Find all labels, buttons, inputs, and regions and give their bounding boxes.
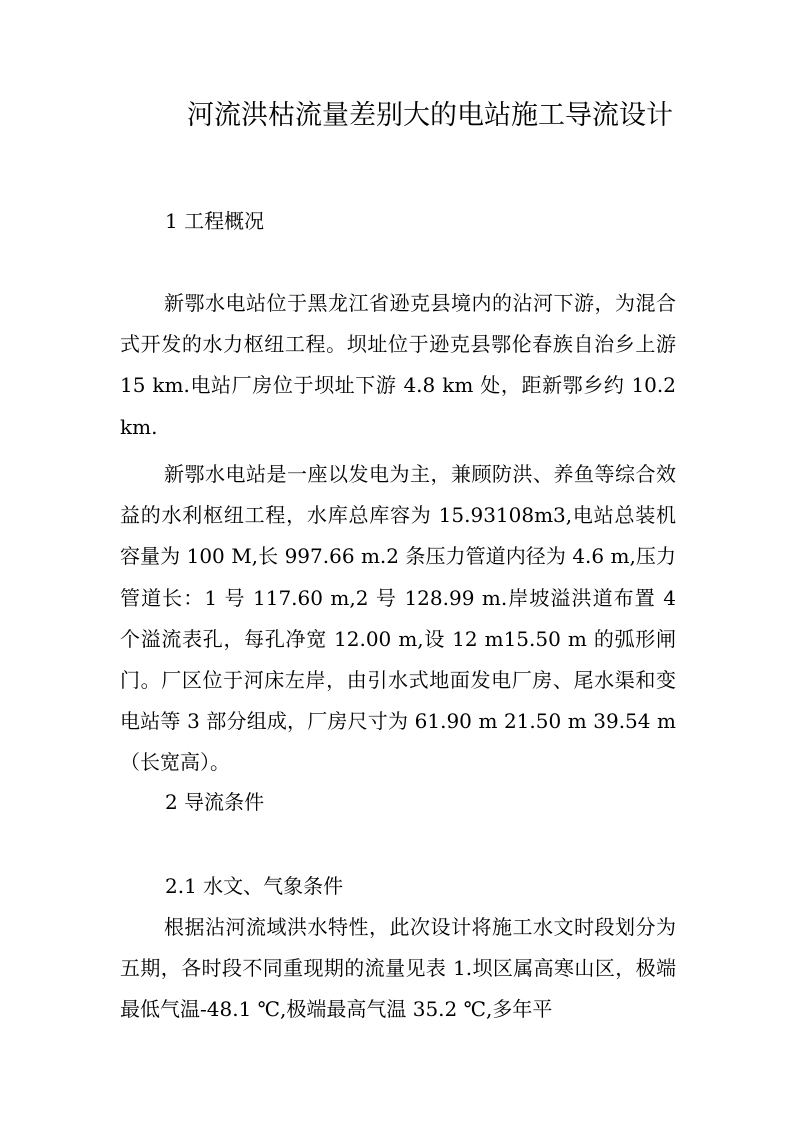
section-2-1-paragraph-1: 根据沾河流域洪水特性，此次设计将施工水文时段划分为五期，各时段不同重现期的流量见表 1.坝区属高寒山区，极端最低气温-48.1 ℃,极端最高气温 35.2 ℃,多年平 (120, 915, 676, 1022)
section-1-heading: 1 工程概况 (165, 209, 265, 233)
document-title: 河流洪枯流量差别大的电站施工导流设计 (187, 100, 673, 131)
section-1-paragraph-1: 新鄂水电站位于黑龙江省逊克县境内的沾河下游，为混合式开发的水力枢纽工程。坝址位于逊克县鄂伦春族自治乡上游 15 km.电站厂房位于坝址下游 4.8 km 处，距新鄂乡约 10.2 km. (120, 291, 676, 439)
section-2-heading: 2 导流条件 (165, 790, 265, 814)
section-2-1-heading: 2.1 水文、气象条件 (165, 874, 344, 898)
section-1-paragraph-2: 新鄂水电站是一座以发电为主，兼顾防洪、养鱼等综合效益的水利枢纽工程，水库总库容为 15.93108m3,电站总装机容量为 100 M,长 997.66 m.2 条压力管道内径为 4.6 m,压力管道长：1 号 117.60 m,2 号 128.99 m.岸坡溢洪道布置 4 个溢流表孔，每孔净宽 12.00 m,设 12 m15.50 m 的弧形闸门。厂区位于河床左岸，由引水式地面发电厂房、尾水渠和变电站等 3 部分组成，厂房尺寸为 61.90 m 21.50 m 39.54 m（长宽高）。 (120, 462, 676, 775)
